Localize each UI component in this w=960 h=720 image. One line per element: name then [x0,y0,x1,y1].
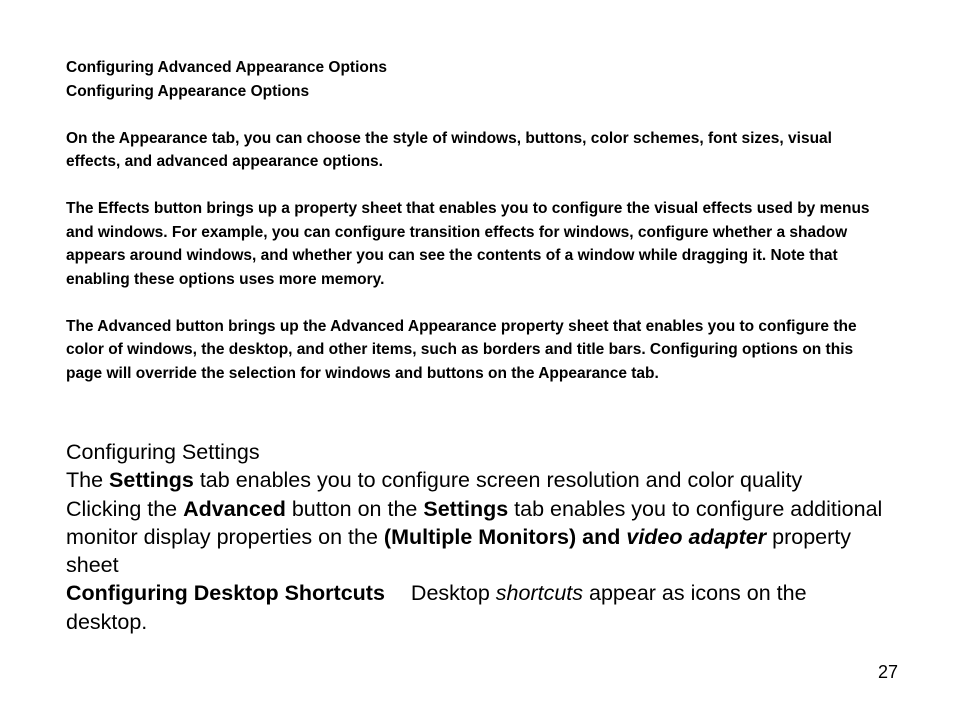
italic-shortcuts: shortcuts [495,581,584,606]
bold-multiple-monitors: (Multiple Monitors) and [383,524,627,549]
appearance-notes [66,56,886,385]
bold-settings: Settings [109,468,194,493]
paragraph-effects-button: The Effects button brings up a property sheet that enables you to configure the visual effects used by menus and windows. For example, you can configure transition effects for windows, configure whether a shadow appears around windows, and whether you can see the contents of a window while dragging it. Note that enabling these options uses more memory. [66,200,870,288]
heading-advanced-appearance: Configuring Advanced Appearance Options [66,59,387,76]
text-run: The [66,468,110,493]
spacer [66,103,886,127]
settings-notes [66,438,886,636]
text-run: property sheet [66,524,852,578]
spacer [66,291,886,315]
page-number: 27 [878,662,899,682]
text-run: tab enables you to configure additional monitor display properties on the [66,496,883,549]
bold-desktop-shortcuts: Configuring Desktop Shortcuts [66,581,385,606]
text-run: Desktop [410,581,496,606]
italic-video-adapter: video adapter [626,524,767,549]
paragraph-advanced-button: The Advanced button brings up the Advanced Appearance property sheet that enables you to configure the color of windows, the desktop, and other items, such as borders and title bars. Configuring options on this page will override the selection for windows and buttons on the Appearance tab. [66,317,857,382]
paragraph-desktop-shortcuts [66,579,886,636]
heading-configuring-settings: Configuring Settings [66,440,260,464]
bold-italic-video-adapter [626,525,766,549]
bold-advanced: Advanced [183,496,286,521]
text-run: Clicking the [66,496,184,521]
paragraph-settings-tab [66,466,886,494]
text-run: appear as icons on the desktop. [66,581,807,634]
text-run: tab enables you to configure screen resolution and color quality [193,468,803,493]
paragraph-advanced-settings [66,495,886,580]
paragraph-appearance-tab: On the Appearance tab, you can choose the style of windows, buttons, color schemes, font sizes, visual effects, and advanced appearance options. [66,129,832,170]
text-run: button on the [285,496,424,521]
heading-appearance-options: Configuring Appearance Options [66,82,310,100]
bold-settings-tab: Settings [423,496,509,521]
spacer [66,174,886,198]
